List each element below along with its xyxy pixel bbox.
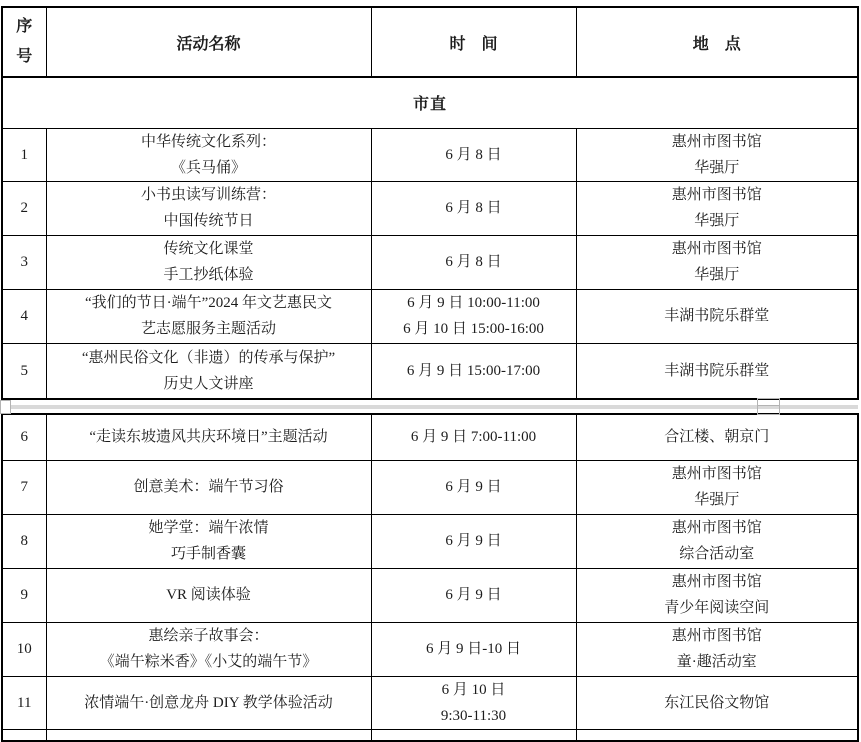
time-line: 6 月 9 日 7:00-11:00 — [410, 429, 537, 446]
time-cell — [371, 568, 576, 622]
activity-name-line: 浓情端午·创意龙舟 DIY 教学体验活动 — [84, 694, 333, 711]
place-cell — [576, 729, 858, 741]
row-number-line: 8 — [20, 533, 28, 549]
table-row — [2, 128, 858, 181]
table-resize-handle-left[interactable] — [0, 400, 11, 414]
place-cell — [576, 460, 858, 514]
activity-name-cell — [46, 729, 371, 741]
table-header-row — [2, 7, 858, 77]
place-line: 惠州市图书馆 — [671, 466, 762, 482]
place-line: 综合活动室 — [679, 546, 755, 562]
header-col-place: 地 点 — [576, 7, 858, 77]
row-number-cell — [2, 514, 46, 568]
time-line: 6 月 9 日 — [445, 587, 502, 603]
time-line: 6 月 9 日 — [445, 533, 502, 549]
table-row — [2, 343, 858, 399]
time-cell — [371, 514, 576, 568]
activity-name-line: 惠绘亲子故事会： — [148, 628, 269, 644]
time-cell — [371, 460, 576, 514]
activity-name-cell — [46, 514, 371, 568]
table-row — [2, 235, 858, 289]
activity-name-line: 她学堂：端午浓情 — [148, 520, 269, 536]
table-row — [2, 568, 858, 622]
place-cell — [576, 676, 858, 729]
activity-name-line: 《端午粽米香》《小艾的端午节》 — [99, 654, 318, 670]
row-number-cell — [2, 622, 46, 676]
time-line: 6 月 10 日 15:00-16:00 — [403, 321, 544, 337]
place-cell — [576, 128, 858, 181]
header-col-index-line: 号 — [16, 48, 33, 65]
activity-name-line: 巧手制香囊 — [170, 546, 246, 562]
activity-name-cell — [46, 181, 371, 235]
time-line: 6 月 9 日 — [445, 479, 502, 495]
row-number-cell — [2, 235, 46, 289]
place-line: 丰湖书院乐群堂 — [664, 308, 770, 324]
time-cell — [371, 289, 576, 343]
place-line: 惠州市图书馆 — [671, 241, 762, 257]
activity-name-line: “惠州民俗文化（非遗）的传承与保护” — [81, 349, 336, 366]
activity-name-cell — [46, 568, 371, 622]
activity-name-line: 《兵马俑》 — [170, 159, 246, 176]
page-break-gap — [1, 400, 858, 413]
time-cell — [371, 128, 576, 181]
document-table — [1, 6, 858, 742]
place-line: 惠州市图书馆 — [671, 574, 762, 590]
row-number-line: 10 — [16, 641, 32, 657]
row-number-line: 1 — [20, 146, 28, 163]
place-line: 华强厅 — [694, 213, 740, 229]
table-row — [2, 181, 858, 235]
table-resize-handle-right[interactable] — [757, 398, 780, 415]
place-line: 华强厅 — [694, 267, 740, 283]
activity-name-line: 艺志愿服务主题活动 — [140, 321, 276, 337]
table-row — [2, 289, 858, 343]
activity-name-line: 传统文化课堂 — [163, 241, 254, 257]
time-cell — [371, 414, 576, 460]
row-number-cell — [2, 460, 46, 514]
place-cell — [576, 514, 858, 568]
page-break-band — [1, 405, 858, 409]
activity-name-cell — [46, 460, 371, 514]
activity-name-line: 小书虫读写训练营： — [140, 187, 276, 203]
row-number-cell — [2, 128, 46, 181]
section-row — [2, 77, 858, 128]
activity-name-cell — [46, 289, 371, 343]
activity-name-line: 历史人文讲座 — [163, 375, 254, 392]
activities-table-segment-1 — [1, 6, 859, 400]
header-col-index-line: 序 — [16, 18, 33, 35]
place-cell — [576, 181, 858, 235]
place-line: 丰湖书院乐群堂 — [664, 362, 770, 379]
time-cell — [371, 181, 576, 235]
time-cell — [371, 343, 576, 399]
time-line: 6 月 10 日 — [441, 681, 506, 698]
activity-name-cell — [46, 235, 371, 289]
place-cell — [576, 414, 858, 460]
activities-table-segment-2 — [1, 413, 859, 742]
activity-name-line: 手工抄纸体验 — [163, 267, 254, 283]
place-line: 东江民俗文物馆 — [664, 694, 770, 711]
place-cell — [576, 235, 858, 289]
time-cell — [371, 235, 576, 289]
time-line: 9:30-11:30 — [440, 707, 507, 724]
table-row-partial — [2, 729, 858, 741]
place-line: 惠州市图书馆 — [671, 628, 762, 644]
table-row — [2, 676, 858, 729]
activity-name-cell — [46, 414, 371, 460]
activity-name-cell — [46, 128, 371, 181]
section-label: 市直 — [2, 77, 858, 128]
activity-name-cell — [46, 676, 371, 729]
place-line: 合江楼、朝京门 — [664, 429, 770, 446]
table-row — [2, 460, 858, 514]
time-line: 6 月 9 日-10 日 — [426, 641, 521, 657]
row-number-cell — [2, 676, 46, 729]
row-number-cell — [2, 343, 46, 399]
activity-name-line: 中华传统文化系列： — [140, 133, 276, 150]
activity-name-line: “走读东坡遗风共庆环境日”主题活动 — [89, 429, 328, 446]
table-row — [2, 622, 858, 676]
activity-name-line: 创意美术：端午节习俗 — [133, 479, 284, 495]
place-line: 惠州市图书馆 — [671, 133, 762, 150]
time-line: 6 月 8 日 — [445, 146, 502, 163]
header-col-index — [2, 7, 46, 77]
place-cell — [576, 568, 858, 622]
place-cell — [576, 289, 858, 343]
activity-name-line: VR 阅读体验 — [166, 587, 251, 603]
row-number-line: 5 — [20, 362, 28, 379]
time-cell — [371, 676, 576, 729]
activity-name-line: “我们的节日·端午”2024 年文艺惠民文 — [84, 295, 333, 311]
header-col-time: 时 间 — [371, 7, 576, 77]
row-number-line: 9 — [20, 587, 28, 603]
time-line: 6 月 9 日 15:00-17:00 — [406, 362, 541, 379]
row-number-cell — [2, 414, 46, 460]
row-number-cell — [2, 568, 46, 622]
table-row — [2, 514, 858, 568]
place-line: 惠州市图书馆 — [671, 520, 762, 536]
place-cell — [576, 622, 858, 676]
row-number-cell — [2, 289, 46, 343]
row-number-line: 2 — [20, 200, 28, 216]
table-row — [2, 414, 858, 460]
place-line: 童·趣活动室 — [676, 654, 757, 670]
time-line: 6 月 8 日 — [445, 200, 502, 216]
place-cell — [576, 343, 858, 399]
row-number-line: 11 — [17, 694, 32, 711]
place-line: 华强厅 — [694, 492, 740, 508]
time-line: 6 月 8 日 — [445, 254, 502, 270]
place-line: 华强厅 — [694, 159, 740, 176]
activity-name-line: 中国传统节日 — [163, 213, 254, 229]
time-cell — [371, 622, 576, 676]
time-line: 6 月 9 日 10:00-11:00 — [407, 295, 540, 311]
activity-name-cell — [46, 622, 371, 676]
row-number-line: 7 — [20, 479, 28, 495]
time-cell — [371, 729, 576, 741]
row-number-line: 6 — [20, 429, 28, 446]
header-col-activity-name: 活动名称 — [46, 7, 371, 77]
activity-name-cell — [46, 343, 371, 399]
place-line: 惠州市图书馆 — [671, 187, 762, 203]
row-number-cell — [2, 181, 46, 235]
row-number-cell — [2, 729, 46, 741]
place-line: 青少年阅读空间 — [664, 600, 770, 616]
row-number-line: 4 — [20, 308, 28, 324]
row-number-line: 3 — [20, 254, 28, 270]
